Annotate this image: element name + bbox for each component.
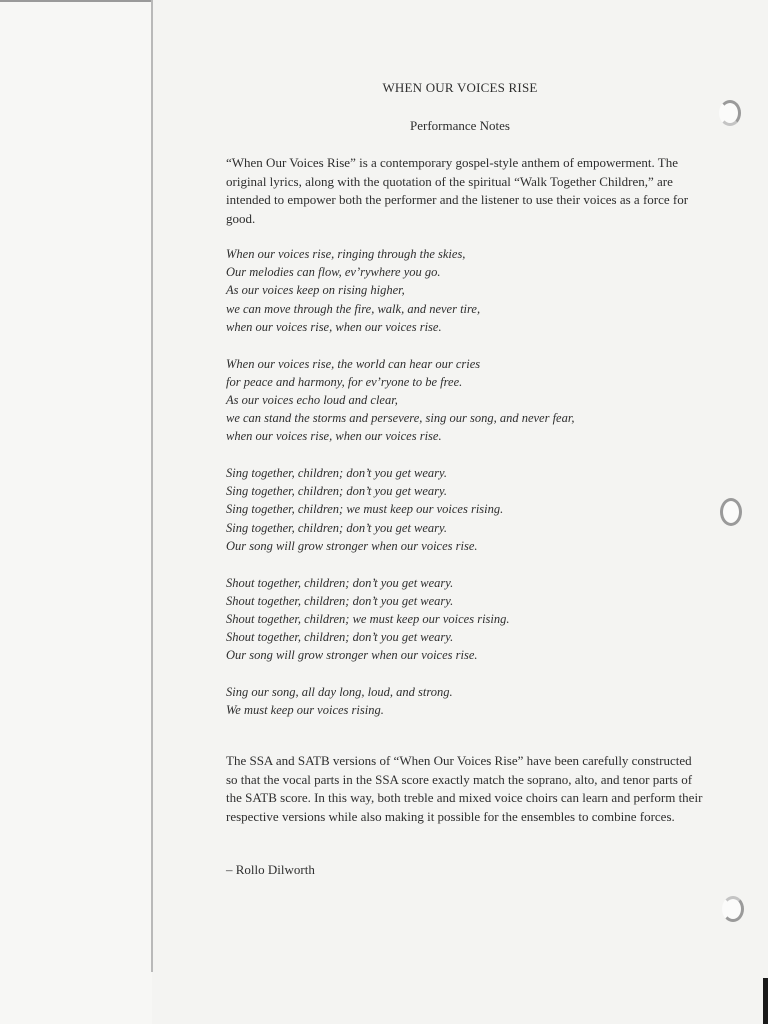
lyric-line: Our song will grow stronger when our voices rise. bbox=[226, 648, 478, 663]
lyric-line: for peace and harmony, for ev’ryone to be free. bbox=[226, 374, 463, 389]
stanza-4 bbox=[226, 574, 696, 665]
stanza-3 bbox=[226, 464, 696, 555]
lyric-line: Sing together, children; don’t you get weary. bbox=[226, 520, 448, 535]
lyric-line: Our song will grow stronger when our voices rise. bbox=[226, 538, 478, 553]
intro-paragraph: “When Our Voices Rise” is a contemporary gospel-style anthem of empowerment. The original lyrics, along with the quotation of the spiritual “Walk Together Children,” are intended to empower both the performer and the listener to use their voices as a force for good. bbox=[226, 155, 689, 226]
lyric-line: As our voices keep on rising higher, bbox=[226, 283, 405, 298]
document-subtitle: Performance Notes bbox=[410, 118, 510, 133]
scan-edge-mark bbox=[763, 978, 768, 1024]
versions-note-paragraph: The SSA and SATB versions of “When Our Voices Rise” have been carefully constructed so that the vocal parts in the SSA score exactly match the soprano, alto, and tenor parts of the SATB score. In this way, both treble and mixed voice choirs can learn and perform their respective versions while also making it possible for the ensembles to combine forces. bbox=[226, 753, 703, 824]
lyric-line: when our voices rise, when our voices rise. bbox=[226, 429, 442, 444]
document-title: WHEN OUR VOICES RISE bbox=[382, 80, 538, 95]
lyric-line: when our voices rise, when our voices rise. bbox=[226, 319, 442, 334]
lyric-line: When our voices rise, ringing through the skies, bbox=[226, 247, 466, 261]
lyric-line: Sing together, children; don’t you get weary. bbox=[226, 466, 448, 481]
lyric-line: Sing together, children; we must keep our voices rising. bbox=[226, 502, 504, 517]
author-signature: – Rollo Dilworth bbox=[226, 862, 315, 877]
binder-hole-middle bbox=[720, 498, 742, 526]
lyric-line: Shout together, children; we must keep our voices rising. bbox=[226, 611, 510, 626]
binder-hole-top bbox=[719, 100, 741, 126]
binder-hole-bottom bbox=[722, 896, 744, 922]
scan-top-rule bbox=[0, 0, 152, 2]
lyric-line: Sing our song, all day long, loud, and strong. bbox=[226, 685, 453, 700]
stanza-2 bbox=[226, 355, 696, 446]
lyric-line: we can stand the storms and persevere, sing our song, and never fear, bbox=[226, 411, 575, 426]
lyric-line: Sing together, children; don’t you get weary. bbox=[226, 484, 448, 499]
lyric-line: As our voices echo loud and clear, bbox=[226, 392, 398, 407]
lyric-line: Shout together, children; don’t you get weary. bbox=[226, 575, 454, 590]
lyrics-block bbox=[226, 245, 696, 738]
lyric-line: We must keep our voices rising. bbox=[226, 703, 384, 718]
stanza-1 bbox=[226, 245, 696, 336]
lyric-line: Shout together, children; don’t you get weary. bbox=[226, 593, 454, 608]
lyric-line: When our voices rise, the world can hear our cries bbox=[226, 356, 481, 371]
page-left-edge bbox=[151, 0, 153, 972]
scan-left-margin bbox=[0, 0, 152, 1024]
stanza-5 bbox=[226, 683, 696, 719]
lyric-line: Shout together, children; don’t you get weary. bbox=[226, 630, 454, 645]
lyric-line: Our melodies can flow, ev’rywhere you go. bbox=[226, 265, 441, 280]
lyric-line: we can move through the fire, walk, and never tire, bbox=[226, 301, 481, 316]
